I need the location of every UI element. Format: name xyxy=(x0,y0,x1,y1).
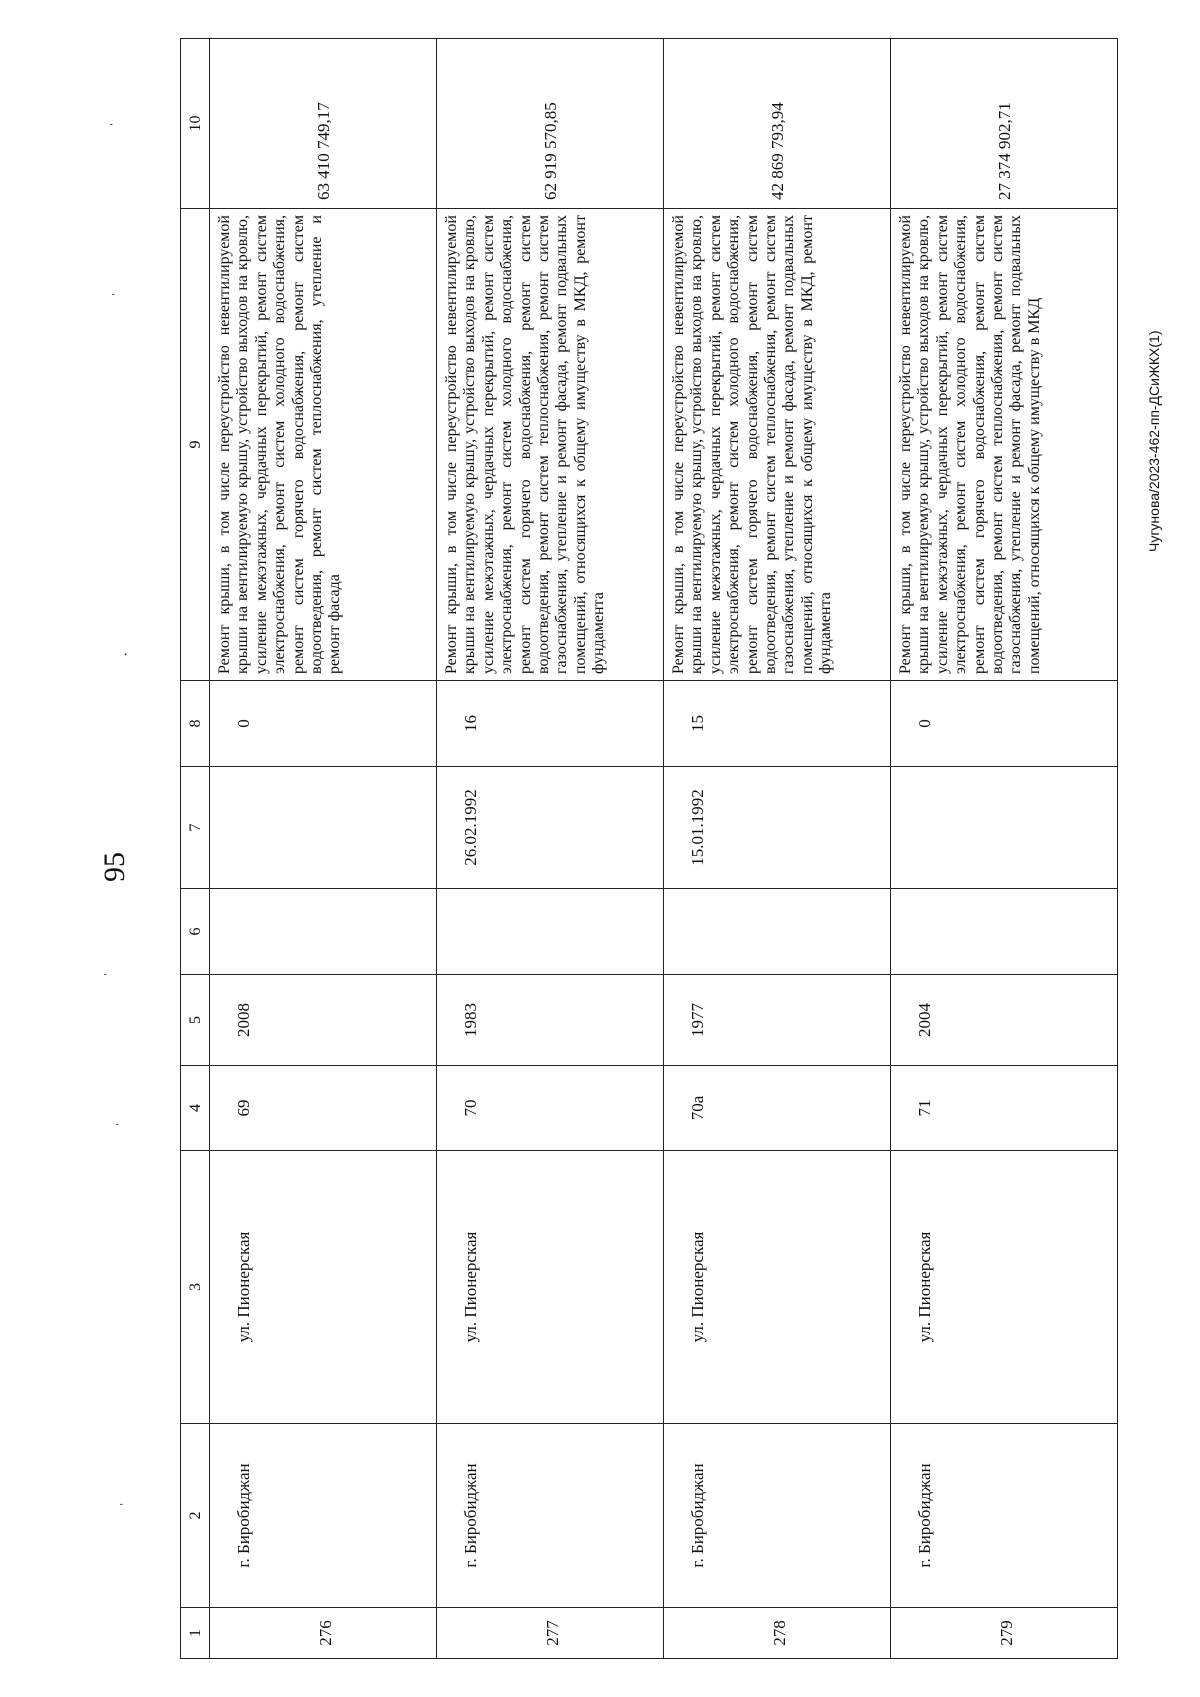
street-cell: ул. Пионерская xyxy=(664,1151,891,1424)
house-number-cell: 71 xyxy=(891,1066,1118,1151)
works-description-cell: Ремонт крыши, в том числе переустройство невентилируемой крыши на вентилируемую крышу, устройство выходов на кровлю, усиление межэтажных, чердачных перекрытий, ремонт систем электроснабжения, ремонт систем холодного водоснабжения, ремонт систем горячего водоснабжения, ремонт систем водоотведения, ремонт систем теплоснабжения, ремонт систем газоснабжения, утепление и ремонт фасада, ремонт подвальных помещений, относящихся к общему имуществу в МКД, ремонт фундамента xyxy=(664,209,891,681)
table-row xyxy=(437,39,664,1659)
scan-speck: ˈ xyxy=(118,1501,135,1507)
scan-speck: ˈ xyxy=(108,121,125,127)
works-description-cell: Ремонт крыши, в том числе переустройство невентилируемой крыши на вентилируемую крышу, устройство выходов на кровлю, усиление межэтажных, чердачных перекрытий, ремонт систем электроснабжения, ремонт систем холодного водоснабжения, ремонт систем горячего водоснабжения, ремонт систем водоотведения, ремонт систем теплоснабжения, ремонт систем газоснабжения, утепление и ремонт фасада, ремонт подвальных помещений, относящихся к общему имуществу в МКД, ремонт фундамента xyxy=(437,209,664,681)
column-number: 4 xyxy=(181,1066,210,1151)
city-cell: г. Биробиджан xyxy=(437,1424,664,1608)
house-number-cell: 70а xyxy=(664,1066,891,1151)
scan-speck: · xyxy=(118,651,135,657)
house-number-cell: 69 xyxy=(210,1066,437,1151)
year-cell: 1983 xyxy=(437,975,664,1066)
row-number: 276 xyxy=(210,1608,437,1659)
house-number-cell: 70 xyxy=(437,1066,664,1151)
table-row xyxy=(210,39,437,1659)
row-number: 277 xyxy=(437,1608,664,1659)
column-number-row xyxy=(181,39,210,1659)
cost-cell: 27 374 902,71 xyxy=(891,39,1118,209)
row-number: 279 xyxy=(891,1608,1118,1659)
count-cell: 15 xyxy=(664,681,891,767)
count-cell: 0 xyxy=(210,681,437,767)
empty-cell xyxy=(210,889,437,975)
row-number: 278 xyxy=(664,1608,891,1659)
column-number: 6 xyxy=(181,889,210,975)
date-cell xyxy=(210,767,437,889)
column-number: 3 xyxy=(181,1151,210,1424)
scan-speck: ˈ xyxy=(114,1121,131,1127)
cost-cell: 62 919 570,85 xyxy=(437,39,664,209)
date-cell xyxy=(891,767,1118,889)
page-number: 95 xyxy=(98,852,131,882)
column-number: 9 xyxy=(181,209,210,681)
cost-cell: 42 869 793,94 xyxy=(664,39,891,209)
column-number: 2 xyxy=(181,1424,210,1608)
table-row xyxy=(891,39,1118,1659)
street-cell: ул. Пионерская xyxy=(437,1151,664,1424)
column-number: 5 xyxy=(181,975,210,1066)
date-cell: 15.01.1992 xyxy=(664,767,891,889)
empty-cell xyxy=(664,889,891,975)
empty-cell xyxy=(891,889,1118,975)
cost-cell: 63 410 749,17 xyxy=(210,39,437,209)
year-cell: 1977 xyxy=(664,975,891,1066)
scan-speck: ˈ xyxy=(102,971,119,977)
capital-repair-table xyxy=(180,38,1118,1659)
street-cell: ул. Пионерская xyxy=(210,1151,437,1424)
count-cell: 16 xyxy=(437,681,664,767)
column-number: 10 xyxy=(181,39,210,209)
works-description-cell: Ремонт крыши, в том числе переустройство невентилируемой крыши на вентилируемую крышу, устройство выходов на кровлю, усиление межэтажных, чердачных перекрытий, ремонт систем электроснабжения, ремонт систем холодного водоснабжения, ремонт систем горячего водоснабжения, ремонт систем водоотведения, ремонт систем теплоснабжения, утепление и ремонт фасада xyxy=(210,209,437,681)
city-cell: г. Биробиджан xyxy=(210,1424,437,1608)
count-cell: 0 xyxy=(891,681,1118,767)
empty-cell xyxy=(437,889,664,975)
city-cell: г. Биробиджан xyxy=(664,1424,891,1608)
column-number: 8 xyxy=(181,681,210,767)
year-cell: 2004 xyxy=(891,975,1118,1066)
works-description-cell: Ремонт крыши, в том числе переустройство невентилируемой крыши на вентилируемую крышу, устройство выходов на кровлю, усиление межэтажных, чердачных перекрытий, ремонт систем электроснабжения, ремонт систем холодного водоснабжения, ремонт систем горячего водоснабжения, ремонт систем водоотведения, ремонт систем теплоснабжения, ремонт систем газоснабжения, утепление и ремонт фасада, ремонт подвальных помещений, относящихся к общему имуществу в МКД xyxy=(891,209,1118,681)
year-cell: 2008 xyxy=(210,975,437,1066)
street-cell: ул. Пионерская xyxy=(891,1151,1118,1424)
scan-speck: ˈ xyxy=(110,291,127,297)
document-reference: Чугунова/2023-462-пп-ДСиЖКХ(1) xyxy=(1146,330,1162,552)
city-cell: г. Биробиджан xyxy=(891,1424,1118,1608)
date-cell: 26.02.1992 xyxy=(437,767,664,889)
column-number: 1 xyxy=(181,1608,210,1659)
table-row xyxy=(664,39,891,1659)
column-number: 7 xyxy=(181,767,210,889)
